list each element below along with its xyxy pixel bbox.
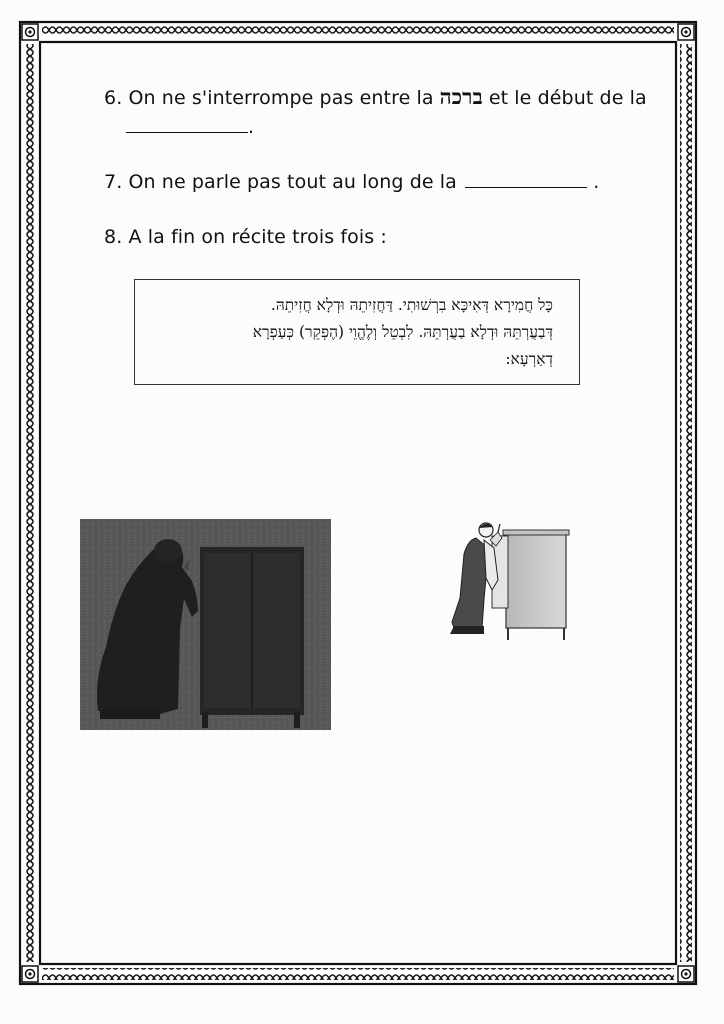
- question-8-text: A la fin on récite trois fois :: [128, 226, 387, 248]
- question-7-number: 7.: [104, 171, 123, 193]
- question-6: [104, 84, 647, 110]
- person-searching-cupboard-drawing: [440, 518, 572, 646]
- question-8-number: 8.: [104, 226, 123, 248]
- question-7-suffix: .: [593, 171, 600, 193]
- recitation-line-3: דְאַרְעָא:: [505, 350, 553, 368]
- person-searching-cupboard-dark-photo: [80, 519, 331, 730]
- question-6-suffix: .: [248, 116, 255, 138]
- question-6-number: 6.: [104, 87, 123, 109]
- recitation-text: [149, 292, 553, 373]
- question-8: [104, 226, 387, 248]
- question-6-continuation: [126, 116, 254, 138]
- question-6-text-after: et le début de la: [488, 87, 647, 109]
- question-6-text-before: On ne s'interrompe pas entre la: [128, 87, 434, 109]
- question-7-answer-blank[interactable]: [465, 171, 587, 188]
- question-7-text: On ne parle pas tout au long de la: [128, 171, 457, 193]
- recitation-line-2: דְּבַעֲרְתֵּהּ וּדְלָא בַעֲרְתֵּהּ. לִבְטֵל וְלֶהֱוֵי (הֶפְקֵר) כְּעַפְרָא: [252, 323, 553, 341]
- question-7: [104, 171, 599, 193]
- recitation-box: [134, 279, 580, 385]
- hebrew-word-bracha: ברכה: [439, 84, 483, 109]
- recitation-line-1: כָּל חֲמִירָא דְּאִיכָּא בִרְשׁוּתִי. דַּחֲזִיתֵהּ וּדְלָא חֲזִיתֵהּ.: [270, 296, 553, 314]
- question-6-answer-blank[interactable]: [126, 116, 248, 133]
